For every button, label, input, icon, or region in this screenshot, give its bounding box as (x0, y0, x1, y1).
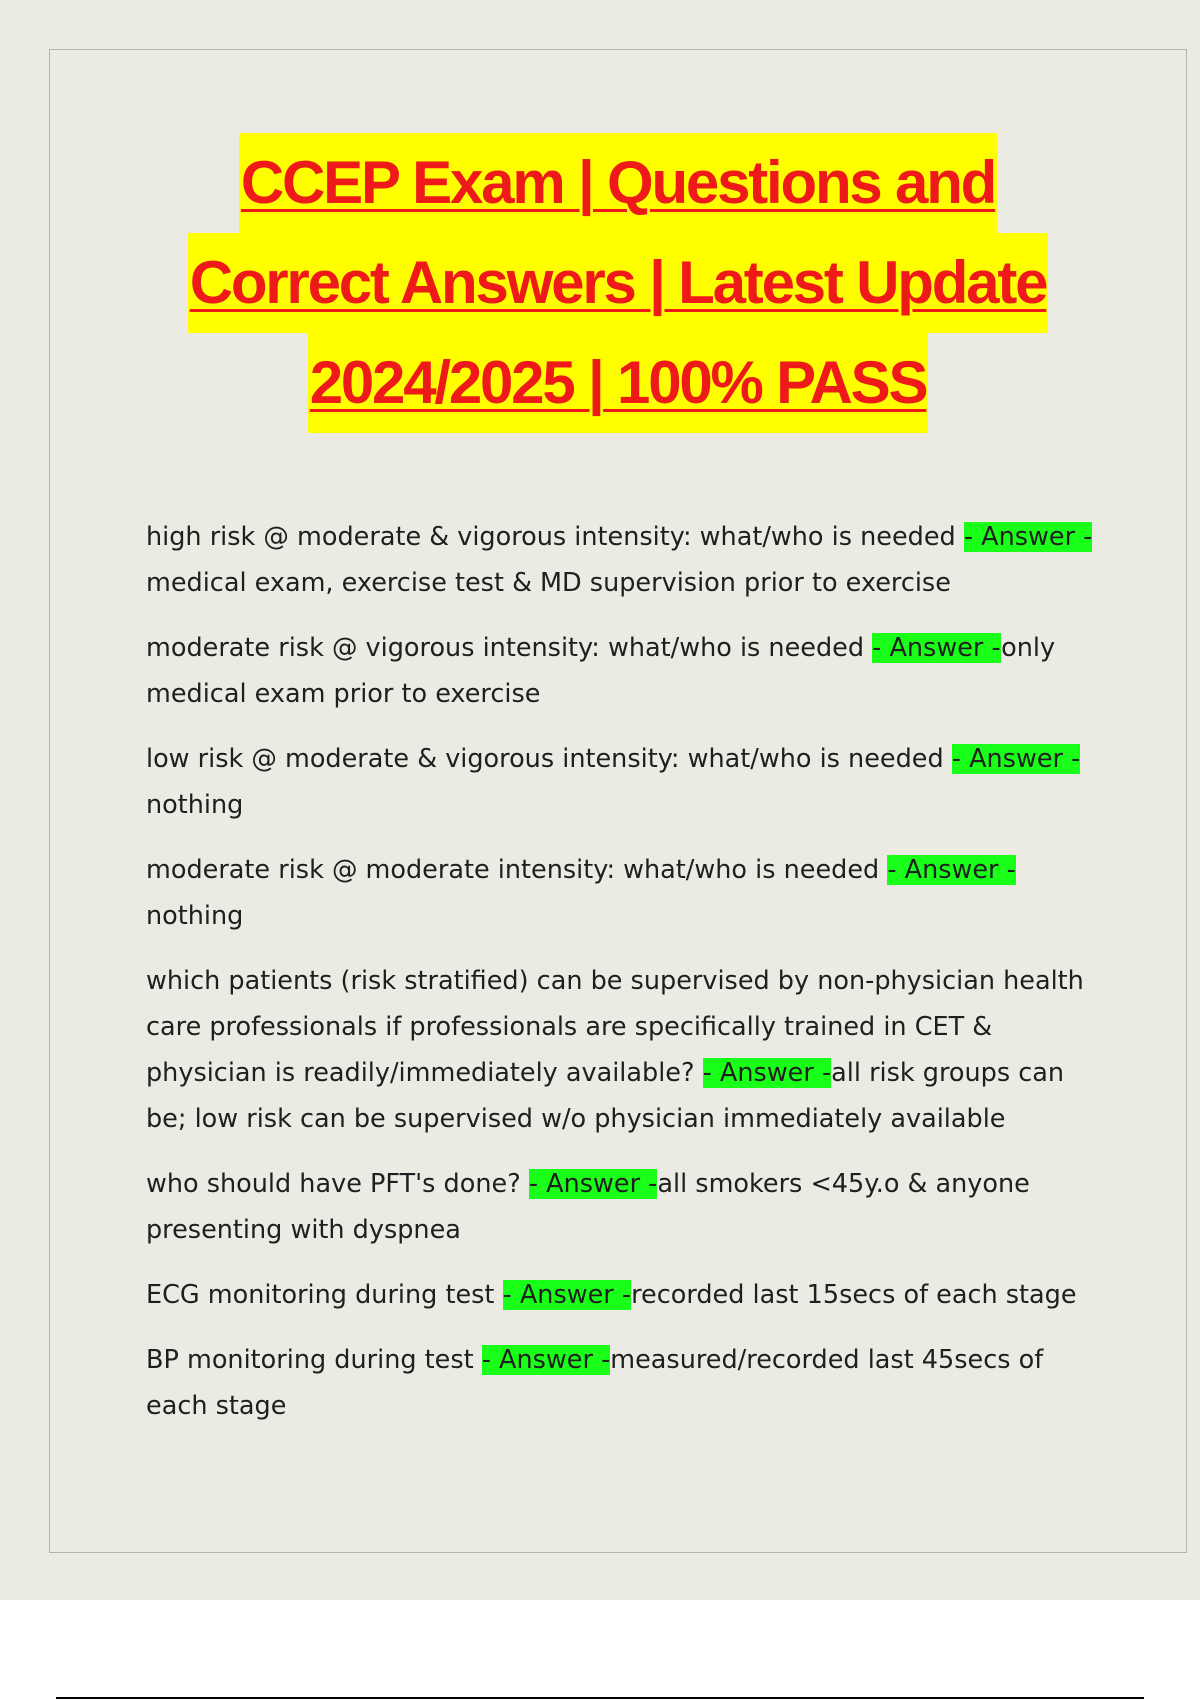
question-text: high risk @ moderate & vigorous intensity: what/who is needed (146, 522, 964, 552)
question-answer-list (146, 514, 1106, 1448)
answer-text: nothing (146, 790, 244, 820)
answer-text: recorded last 15secs of each stage (631, 1280, 1077, 1310)
question-text: which patients (risk stratified) can be supervised by non-physician health care professionals if professionals are specifically trained in CET & physician is readily/immediately available? (146, 966, 1084, 1088)
question-text: who should have PFT's done? (146, 1169, 529, 1199)
answer-marker: - Answer - (502, 1280, 632, 1310)
answer-marker: - Answer - (963, 522, 1093, 552)
qa-item (146, 1337, 1106, 1429)
question-text: BP monitoring during test (146, 1345, 482, 1375)
qa-item (146, 514, 1106, 606)
question-text: low risk @ moderate & vigorous intensity: what/who is needed (146, 744, 952, 774)
qa-item (146, 736, 1106, 828)
qa-item (146, 847, 1106, 939)
qa-item (146, 1161, 1106, 1253)
answer-text: medical exam, exercise test & MD supervision prior to exercise (146, 568, 951, 598)
answer-text: measured/recorded last 45secs of each stage (146, 1345, 1044, 1421)
answer-text: all risk groups can be; low risk can be supervised w/o physician immediately available (146, 1058, 1065, 1134)
qa-item (146, 625, 1106, 717)
title-line-3: 2024/2025 | 100% PASS (308, 333, 929, 433)
answer-marker: - Answer - (528, 1169, 658, 1199)
qa-item (146, 958, 1106, 1142)
document-title (0, 133, 1200, 433)
answer-marker: - Answer - (887, 855, 1016, 885)
answer-marker: - Answer - (872, 633, 1002, 663)
question-text: ECG monitoring during test (146, 1280, 503, 1310)
bottom-divider (56, 1697, 1144, 1699)
answer-marker: - Answer - (481, 1345, 611, 1375)
title-line-1: CCEP Exam | Questions and (239, 133, 997, 233)
answer-marker: - Answer - (702, 1058, 832, 1088)
question-text: moderate risk @ vigorous intensity: what/who is needed (146, 633, 873, 663)
answer-text: nothing (146, 901, 244, 931)
question-text: moderate risk @ moderate intensity: what/who is needed (146, 855, 888, 885)
answer-text: all smokers <45y.o & anyone presenting with dyspnea (146, 1169, 1030, 1245)
answer-marker: - Answer - (951, 744, 1081, 774)
answer-text: only medical exam prior to exercise (146, 633, 1056, 709)
qa-item (146, 1272, 1106, 1318)
title-line-2: Correct Answers | Latest Update (188, 233, 1049, 333)
